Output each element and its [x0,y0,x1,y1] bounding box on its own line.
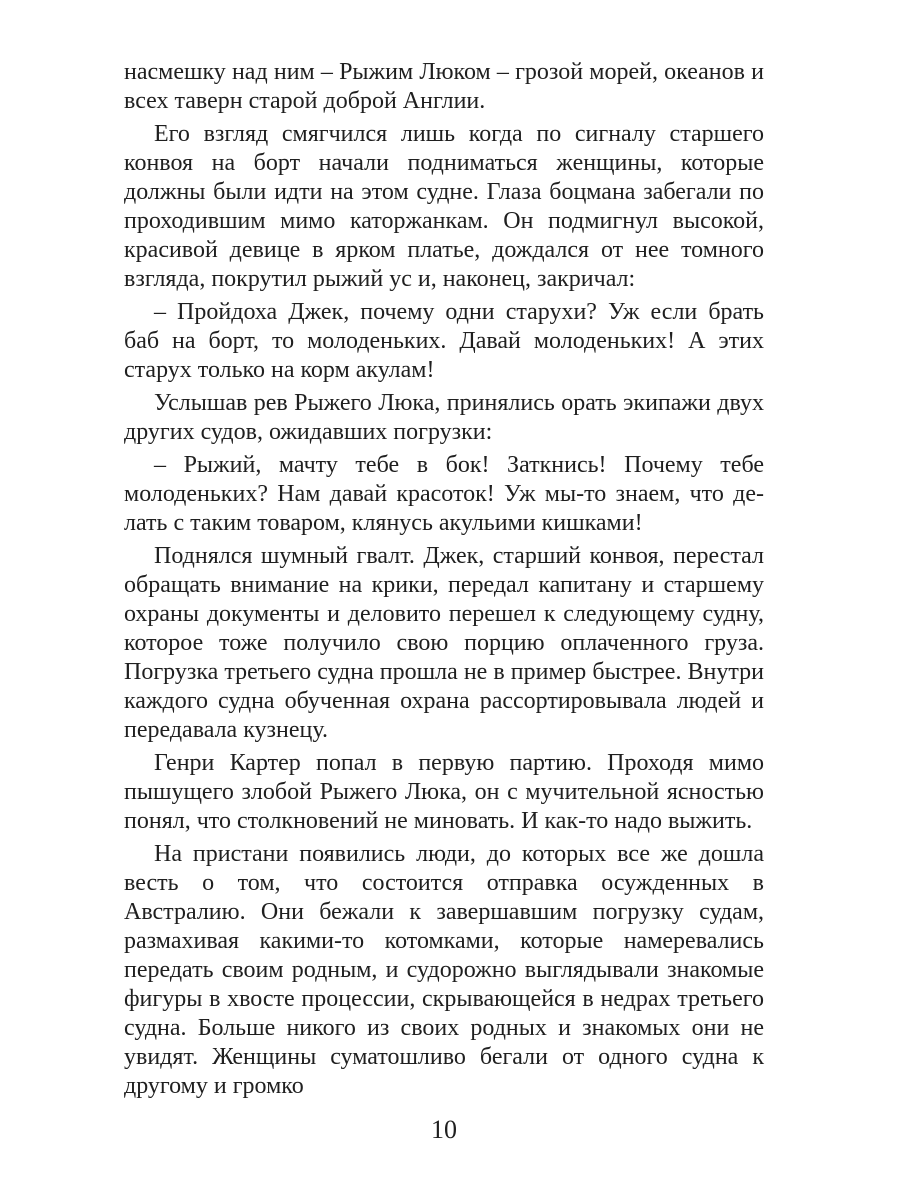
paragraph-3: – Пройдоха Джек, почему одни старухи? Уж если брать баб на борт, то молоденьких. Давай молоденьких! А этих старух только на корм акулам! [124,299,764,383]
paragraph-2: Его взгляд смягчился лишь когда по сигналу старшего конвоя на борт начали подниматься женщины, которые должны были идти на этом судне. Глаза боцмана забегали по проходившим мимо каторжанкам. Он подмигнул высокой, красивой девице в ярком платье, дождался от нее томного взгляда, покрутил рыжий ус и, наконец, закричал: [124,121,764,292]
paragraph-4: Услышав рев Рыжего Люка, принялись орать экипажи двух других судов, ожидавших погрузки: [124,390,764,445]
paragraph-8: На пристани появились люди, до которых все же дошла весть о том, что состоится отправка осужденных в Австралию. Они бежали к завершавшим погрузку судам, размахивая какими-то котомками, которые намеревались передать своим родным, и судорожно выглядывали знакомые фигуры в хвосте процессии, скрывающейся в недрах третьего судна. Больше никого из своих родных и знакомых они не увидят. Женщины суматошливо бегали от одного судна к другому и громко [124,841,764,1099]
paragraph-5: – Рыжий, мачту тебе в бок! Заткнись! Почему тебе молоденьких? Нам давай красоток! Уж мы-то знаем, что делать с таким товаром, клянусь акульими кишками! [124,452,764,536]
paragraph-1: насмешку над ним – Рыжим Люком – грозой морей, океанов и всех таверн старой доброй Англии. [124,59,764,114]
page-text-body [124,58,764,1105]
paragraph-7: Генри Картер попал в первую партию. Проходя мимо пышущего злобой Рыжего Люка, он с мучительной ясностью понял, что столкновений не миновать. И как-то надо выжить. [124,750,764,834]
book-page [124,58,764,1188]
paragraph-6: Поднялся шумный гвалт. Джек, старший конвоя, перестал обращать внимание на крики, передал капитану и старшему охраны документы и деловито перешел к следующему судну, которое тоже получило свою порцию оплаченного груза. Погрузка третьего судна прошла не в пример быстрее. Внутри каждого судна обученная охрана рассортировывала людей и передавала кузнецу. [124,543,764,743]
page-number: 10 [431,1115,457,1144]
